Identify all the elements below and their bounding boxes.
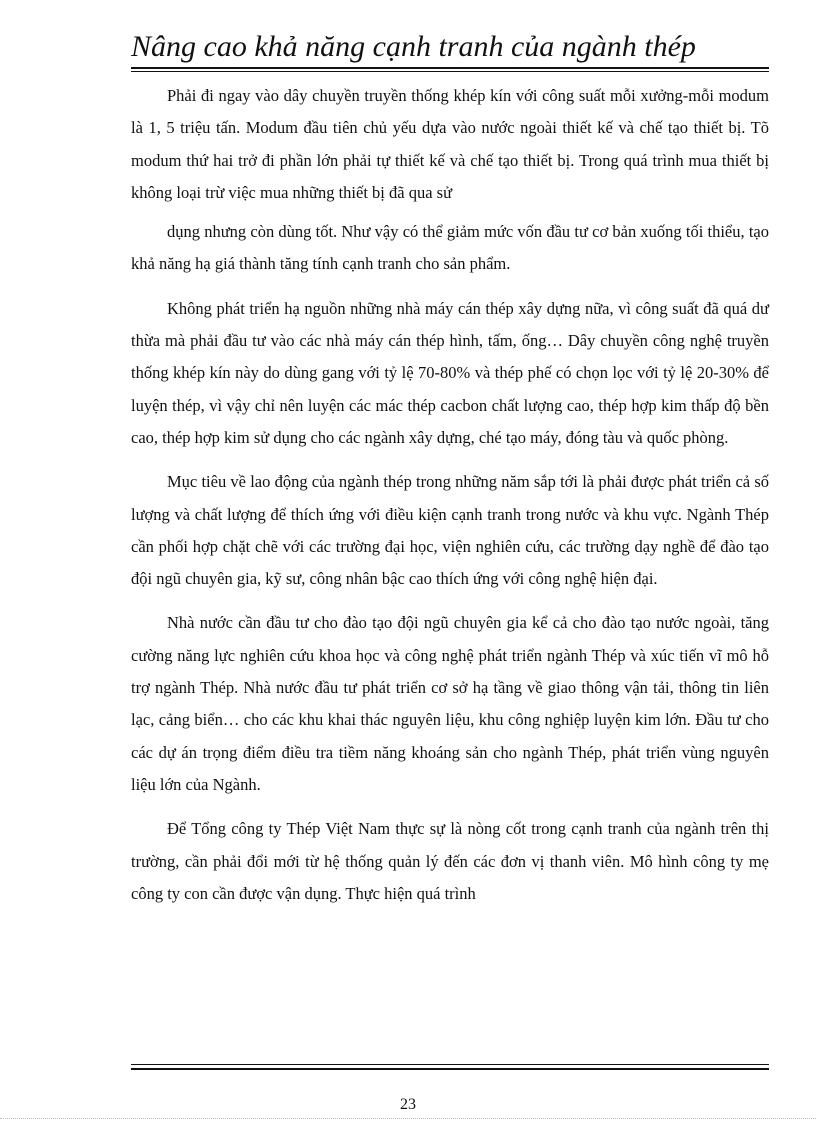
paragraph-4: Nhà nước cần đầu tư cho đào tạo đội ngũ chuyên gia kể cả cho đào tạo nước ngoài, tăng cường năng lực nghiên cứu khoa học và công nghệ phát triển ngành Thép và xúc tiến vĩ mô hỗ trợ ngành Thép. Nhà nước đầu tư phát triển cơ sở hạ tầng về giao thông vận tải, thông tin liên lạc, cảng biển… cho các khu khai thác nguyên liệu, khu công nghiệp luyện kim lớn. Đầu tư cho các dự án trọng điểm điều tra tiềm năng khoáng sản cho ngành Thép, phát triển vùng nguyên liệu lớn của Ngành. bbox=[131, 613, 769, 794]
footer-rule-thin bbox=[131, 1064, 769, 1065]
paragraph-1-continuation: dụng nhưng còn dùng tốt. Như vậy có thể giảm mức vốn đầu tư cơ bản xuống tối thiểu, tạo khả năng hạ giá thành tăng tính cạnh tranh cho sản phẩm. bbox=[131, 222, 769, 274]
paragraph-3: Mục tiêu về lao động của ngành thép trong những năm sắp tới là phải được phát triển cả số lượng và chất lượng để thích ứng với điều kiện cạnh tranh trong nước và khu vực. Ngành Thép cần phối hợp chặt chẽ với các trường đại học, viện nghiên cứu, các trường dạy nghề để đào tạo đội ngũ chuyên gia, kỹ sư, công nhân bậc cao thích ứng với công nghệ hiện đại. bbox=[131, 472, 769, 589]
page-bottom-border bbox=[0, 1118, 816, 1120]
page-number: 23 bbox=[400, 1096, 416, 1113]
paragraph-1 bbox=[131, 80, 769, 281]
page-header-title: Nâng cao khả năng cạnh tranh của ngành thép bbox=[131, 30, 696, 63]
paragraph-5: Để Tổng công ty Thép Việt Nam thực sự là nòng cốt trong cạnh tranh của ngành trên thị trường, cần phải đổi mới từ hệ thống quản lý đến các đơn vị thanh viên. Mô hình công ty mẹ công ty con cần được vận dụng. Thực hiện quá trình bbox=[131, 819, 769, 903]
footer-rule-thick bbox=[131, 1068, 769, 1070]
header-rule-thick bbox=[131, 67, 769, 69]
header-rule-thin bbox=[131, 71, 769, 72]
paragraph-2: Không phát triển hạ nguồn những nhà máy cán thép xây dựng nữa, vì công suất đã quá dư thừa mà phải đầu tư vào các nhà máy cán thép hình, tấm, ống… Dây chuyền công nghệ truyền thống khép kín này do dùng gang với tỷ lệ 70-80% và thép phế có chọn lọc với tỷ lệ 20-30% để luyện thép, vì vậy chỉ nên luyện các mác thép cacbon chất lượng cao, thép hợp kim thấp độ bền cao, thép hợp kim sử dụng cho các ngành xây dựng, ché tạo máy, đóng tàu và quốc phòng. bbox=[131, 298, 769, 447]
paragraph-1-text: Phải đi ngay vào dây chuyền truyền thống khép kín với công suất mỗi xưởng-mỗi modum là 1, 5 triệu tấn. Modum đầu tiên chủ yếu dựa vào nước ngoài thiết kế và chế tạo thiết bị. Tõ modum thứ hai trở đi phần lớn phải tự thiết kế và chế tạo thiết bị. Trong quá trình mua thiết bị không loại trừ việc mua những thiết bị đã qua sử bbox=[131, 86, 769, 202]
document-body bbox=[131, 80, 769, 910]
